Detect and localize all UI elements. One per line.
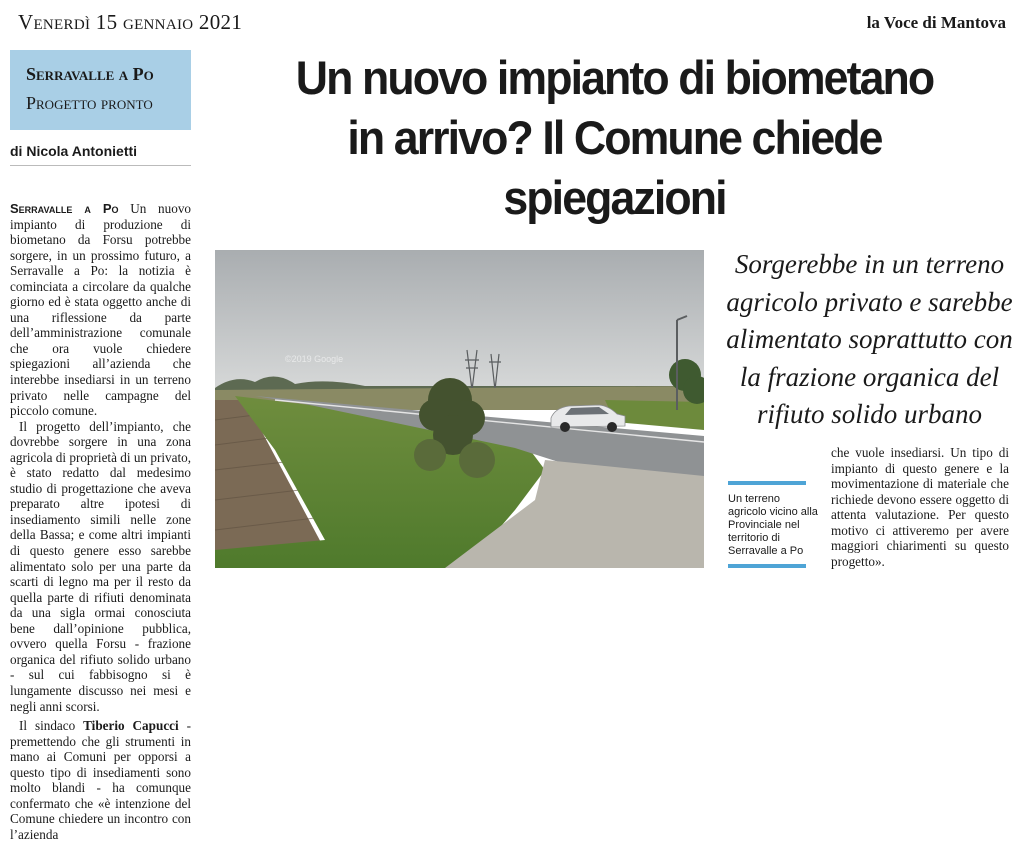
headline-line-1: Un nuovo impianto di biometano xyxy=(295,51,934,104)
article-photo xyxy=(215,250,704,568)
issue-date: Venerdì 15 gennaio 2021 xyxy=(18,10,243,34)
mayor-name: Tiberio Capucci xyxy=(83,718,179,734)
kicker-tag: Progetto pronto xyxy=(26,93,153,113)
article-paragraph-3 xyxy=(10,718,191,842)
paragraph-1-text: Un nuovo impianto di produzione di biometano da Forsu potrebbe sorgere, in un prossimo futuro, a Serravalle a Po: la notizia è cominciata a circolare da qualche giorno ed è stata oggetto anche di una riflessione da parte dell’amministrazione comunale che ora vuole chiedere spiegazioni all’azienda che interebbe insediarsi in un terreno privato nelle campagne del piccolo comune. xyxy=(10,201,192,419)
paragraph-3-lead: Il sindaco xyxy=(19,718,76,734)
headline-line-2: in arrivo? Il Comune chiede spiegazioni xyxy=(347,111,882,224)
article-body-right-column xyxy=(831,445,1009,569)
caption-bottom-rule xyxy=(728,564,806,568)
subheadline: Sorgerebbe in un terreno agricolo privato e sarebbe alimentato soprattutto con la frazione organica del rifiuto solido urbano xyxy=(726,249,1013,429)
caption-top-rule xyxy=(728,481,806,485)
rural-road-photo xyxy=(215,250,704,568)
photo-caption: Un terreno agricolo vicino alla Provinciale nel territorio di Serravalle a Po xyxy=(728,493,818,557)
dateline: Serravalle a Po xyxy=(10,201,119,216)
article-paragraph-1 xyxy=(10,201,191,419)
paragraph-3-text: - premettendo che gli strumenti in mano ai Comuni per opporsi a questo tipo di insediamenti sono molto blandi - ha comunque confermato che «è intenzione del Comune chiedere un incontro con l’azienda xyxy=(10,718,191,842)
photo-watermark: ©2019 Google xyxy=(285,354,344,364)
kicker-box xyxy=(10,50,191,130)
article-paragraph-2: Il progetto dell’impianto, che dovrebbe sorgere in una zona agricola di proprietà di un privato, è stato redatto dal medesimo studio di progettazione che aveva preparato altre ipotesi di insediamento simili nelle zone della Bassa; e come altri impianti di questo genere esso sarebbe alimentato solo per una parte da scarti di legno ma per il resto da quella parte di rifiuti denominata da una sigla ormai conosciuta bene dall’opinione pubblica, ovvero quella Forsu - frazione organica del rifiuto solido urbano - sul cui fabbisogno si è lungamente discusso nei mesi e negli anni scorsi. xyxy=(10,418,191,714)
headline xyxy=(232,48,997,228)
kicker-location: Serravalle a Po xyxy=(26,64,154,84)
article-continuation: che vuole insediarsi. Un tipo di impianto di questo genere e la movimentazione di materiale che richiede devono essere oggetto di attenta valutazione. Per questo motivo ci attiveremo per avere maggiori chiarimenti su questo progetto». xyxy=(831,445,1009,569)
byline: di Nicola Antonietti xyxy=(10,143,191,166)
article-body-left-column xyxy=(10,201,191,842)
newspaper-name: la Voce di Mantova xyxy=(866,13,1006,32)
